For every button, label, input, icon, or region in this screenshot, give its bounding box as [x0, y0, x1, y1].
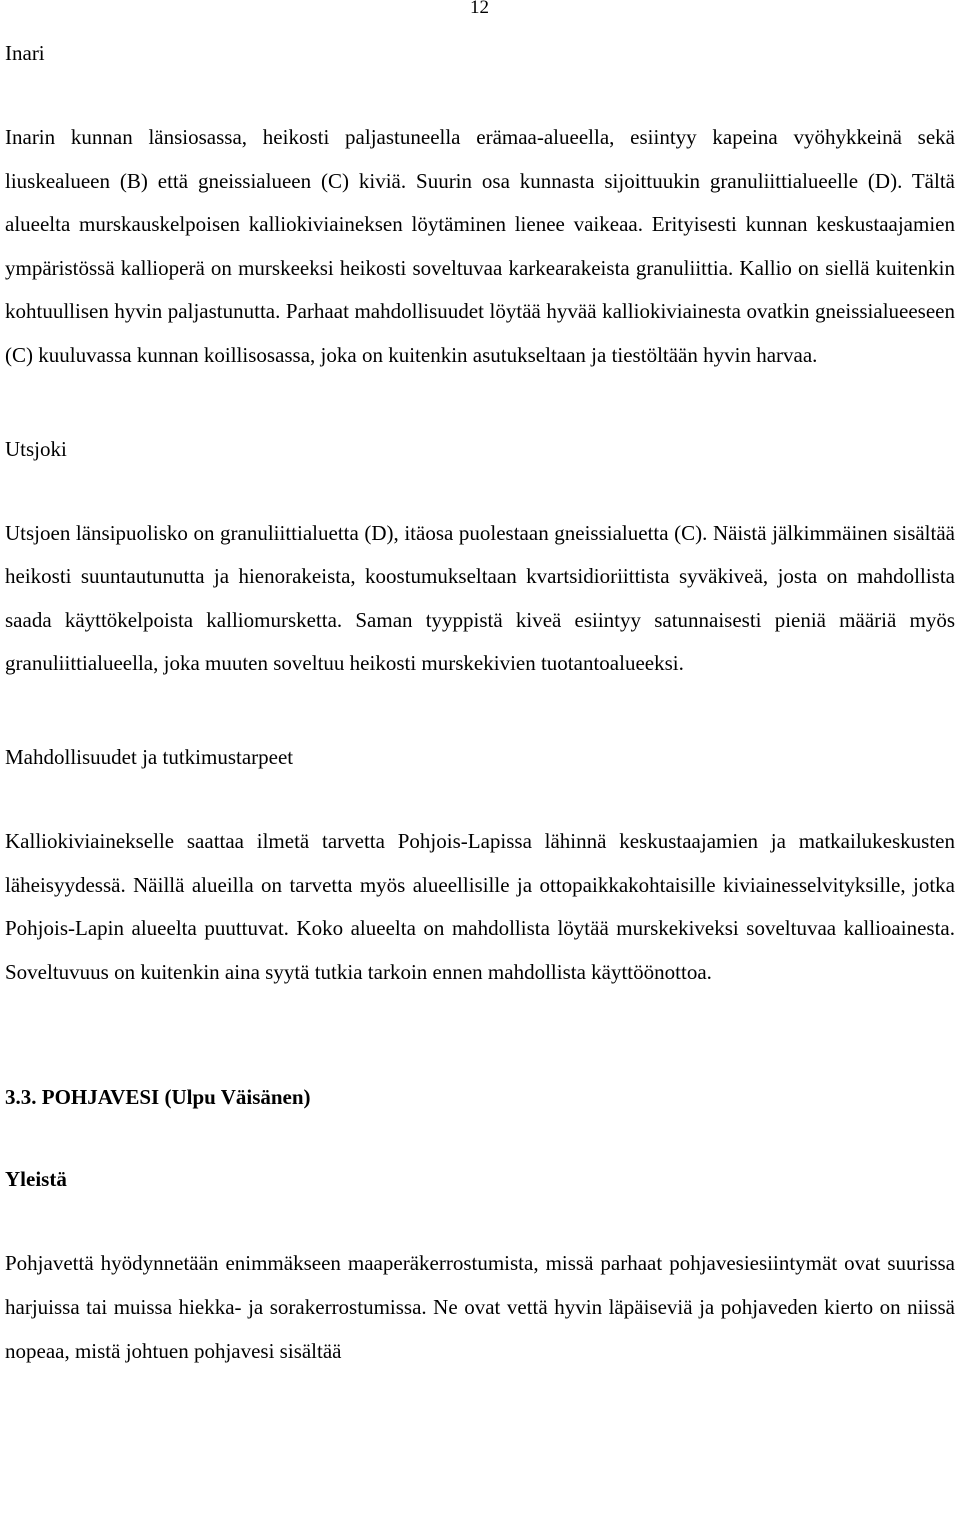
- paragraph-inari: Inarin kunnan länsiosassa, heikosti paljastuneella erämaa-alueella, esiintyy kapeina vyöhykkeinä sekä liuskealueen (B) että gneissialueen (C) kiviä. Suurin osa kunnasta sijoittuukin granuliittialueelle (D). Tältä alueelta murskauskelpoisen kalliokiviaineksen löytäminen lienee vaikeaa. Erityisesti kunnan keskustaajamien ympäristössä kallioperä on murskeeksi heikosti soveltuvaa karkearakeista granuliittia. Kallio on siellä kuitenkin kohtuullisen hyvin paljastunutta. Parhaat mahdollisuudet löytää hyvää kalliokiviainesta ovatkin gneissialueeseen (C) kuuluvassa kunnan koillisosassa, joka on kuitenkin asutukseltaan ja tiestöltään hyvin harvaa.: [5, 125, 955, 367]
- paragraph-yleista: Pohjavettä hyödynnetään enimmäkseen maaperäkerrostumista, missä parhaat pohjavesiesiintymät ovat suurissa harjuissa tai muissa hiekka- ja sorakerrostumissa. Ne ovat vettä hyvin läpäiseviä ja pohjaveden kierto on niissä nopeaa, mistä johtuen pohjavesi sisältää: [5, 1251, 955, 1363]
- heading-mahdollisuudet: Mahdollisuudet ja tutkimustarpeet: [5, 744, 294, 769]
- page-number: 12: [470, 0, 489, 18]
- heading-pohjavesi: 3.3. POHJAVESI (Ulpu Väisänen): [5, 1085, 311, 1110]
- heading-utsjoki: Utsjoki: [5, 436, 67, 461]
- heading-yleista: Yleistä: [5, 1167, 67, 1192]
- heading-inari: Inari: [5, 41, 45, 65]
- paragraph-mahdollisuudet: Kalliokiviainekselle saattaa ilmetä tarvetta Pohjois-Lapissa lähinnä keskustaajamien ja matkailukeskusten läheisyydessä. Näillä alueilla on tarvetta myös alueellisille ja ottopaikkakohtaisille kiviainesselvityksille, jotka Pohjois-Lapin alueelta puuttuvat. Koko alueelta on mahdollista löytää murskekiveksi soveltuvaa kallioainesta. Soveltuvuus on kuitenkin aina syytä tutkia tarkoin ennen mahdollista käyttöönottoa.: [5, 828, 955, 984]
- document-body: [5, 34, 955, 1373]
- paragraph-utsjoki: Utsjoen länsipuolisko on granuliittialuetta (D), itäosa puolestaan gneissialuetta (C). Näistä jälkimmäinen sisältää heikosti suuntautunutta ja hienorakeista, koostumukseltaan kvartsidioriittista syväkiveä, josta on mahdollista saada käyttökelpoista kalliomursketta. Saman tyyppistä kiveä esiintyy satunnaisesti pieniä määriä myös granuliittialueella, joka muuten soveltuu heikosti murskekivien tuotantoalueeksi.: [5, 520, 955, 676]
